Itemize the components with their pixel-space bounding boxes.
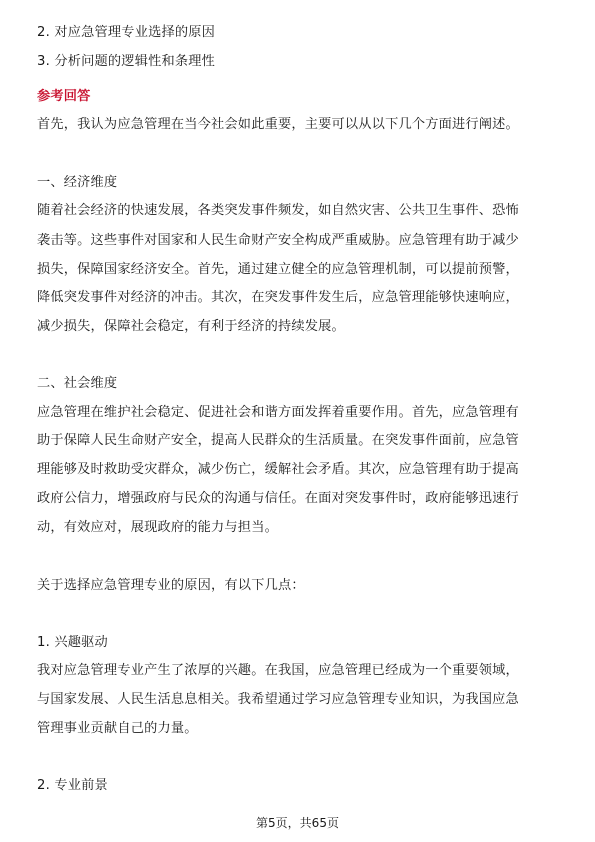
- list-heading: 1. 兴趣驱动: [37, 635, 108, 650]
- paragraph-line: 关于选择应急管理专业的原因，有以下几点：: [37, 578, 305, 593]
- list-item: 3. 分析问题的逻辑性和条理性: [37, 54, 216, 69]
- section-heading: 二、社会维度: [37, 376, 118, 391]
- paragraph-line: 应急管理在维护社会稳定、促进社会和谐方面发挥着重要作用。首先，应急管理有: [37, 405, 519, 420]
- paragraph-line: 政府公信力，增强政府与民众的沟通与信任。在面对突发事件时，政府能够迅速行: [37, 491, 519, 506]
- paragraph-line: 降低突发事件对经济的冲击。其次，在突发事件发生后，应急管理能够快速响应，: [37, 290, 519, 305]
- list-heading: 2. 专业前景: [37, 778, 108, 793]
- paragraph-line: 袭击等。这些事件对国家和人民生命财产安全构成严重威胁。应急管理有助于减少: [37, 233, 519, 248]
- paragraph-line: 随着社会经济的快速发展，各类突发事件频发，如自然灾害、公共卫生事件、恐怖: [37, 203, 519, 218]
- list-item: 2. 对应急管理专业选择的原因: [37, 25, 216, 40]
- paragraph-line: 动，有效应对，展现政府的能力与担当。: [37, 520, 278, 535]
- paragraph-line: 损失，保障国家经济安全。首先，通过建立健全的应急管理机制，可以提前预警，: [37, 262, 519, 277]
- paragraph-line: 助于保障人民生命财产安全，提高人民群众的生活质量。在突发事件面前，应急管: [37, 433, 519, 448]
- section-heading: 一、经济维度: [37, 175, 118, 190]
- paragraph-line: 与国家发展、人民生活息息相关。我希望通过学习应急管理专业知识，为我国应急: [37, 692, 519, 707]
- page-number-footer: 第5页，共65页: [256, 816, 339, 830]
- paragraph-line: 管理事业贡献自己的力量。: [37, 721, 198, 736]
- paragraph-line: 减少损失，保障社会稳定，有利于经济的持续发展。: [37, 319, 345, 334]
- paragraph-line: 我对应急管理专业产生了浓厚的兴趣。在我国，应急管理已经成为一个重要领域，: [37, 663, 519, 678]
- section-heading-reference-answer: 参考回答: [37, 89, 91, 104]
- paragraph-line: 理能够及时救助受灾群众，减少伤亡，缓解社会矛盾。其次，应急管理有助于提高: [37, 462, 519, 477]
- paragraph-line: 首先，我认为应急管理在当今社会如此重要，主要可以从以下几个方面进行阐述。: [37, 117, 519, 132]
